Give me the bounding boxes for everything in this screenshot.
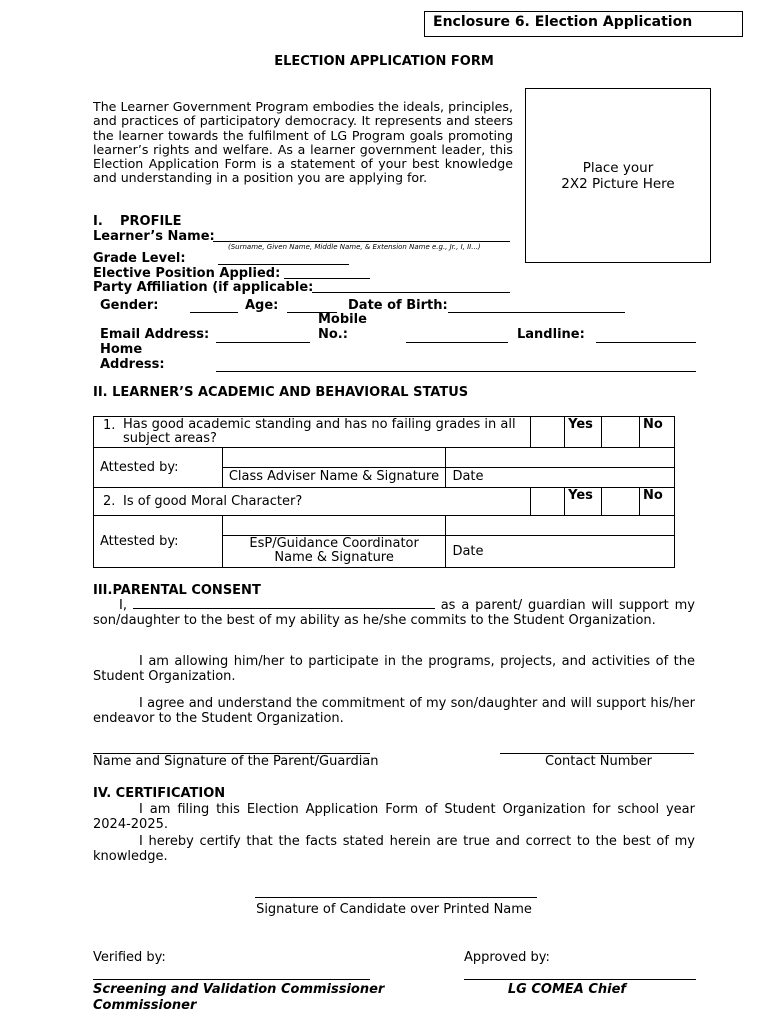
parent-name-field[interactable] (133, 598, 435, 609)
gender-label: Gender: (100, 298, 159, 313)
consent-p1-end: as a parent/ guardian will support my son/daughter to the best of my ability as he/she commits to the Student Organization. (93, 598, 695, 628)
email-field[interactable] (216, 342, 310, 343)
intro-paragraph: The Learner Government Program embodies the ideals, principles, and practices of participatory democracy. It represents and steers the learner towards the fulfilment of LG Program goals promoting learner’s rights and welfare. As a learner government leader, this Election Application Form is a statement of your best knowledge and understanding in a position you are applying for. (93, 99, 513, 186)
party-field[interactable] (312, 292, 510, 293)
age-label: Age: (245, 298, 279, 313)
q2-no-box[interactable] (602, 488, 640, 516)
consent-paragraph-2: I am allowing him/her to participate in the programs, projects, and activities of the Student Organization. (93, 654, 695, 684)
status-heading: II. LEARNER’S ACADEMIC AND BEHAVIORAL STATUS (93, 385, 469, 400)
status-table (93, 416, 675, 568)
parent-signature-label: Name and Signature of the Parent/Guardian (93, 754, 379, 769)
photo-line-2: 2X2 Picture Here (561, 175, 675, 192)
question-2-cell (94, 488, 531, 516)
grade-level-label: Grade Level: (93, 251, 186, 266)
attested-by-2: Attested by: (94, 516, 223, 568)
photo-placeholder[interactable] (525, 88, 711, 263)
adviser-label: Class Adviser Name & Signature (222, 468, 446, 488)
consent-heading: III.PARENTAL CONSENT (93, 583, 261, 598)
question-1-number: 1. (103, 418, 116, 433)
email-label: Email Address: (100, 327, 210, 342)
coordinator-label: EsP/Guidance Coordinator Name & Signature (222, 536, 446, 568)
q2-no-label: No (640, 488, 675, 516)
form-title: ELECTION APPLICATION FORM (274, 54, 494, 69)
profile-heading-number: I. (93, 214, 103, 229)
certification-paragraph-2: I hereby certify that the facts stated herein are true and correct to the best of my knowledge. (93, 834, 695, 864)
q1-yes-box[interactable] (531, 417, 565, 448)
q1-yes-label: Yes (565, 417, 602, 448)
home-label-2: Address: (100, 357, 165, 372)
coordinator-date-label: Date (446, 536, 675, 568)
candidate-signature-label: Signature of Candidate over Printed Name (256, 902, 532, 917)
question-2-number: 2. (103, 494, 116, 509)
approver-signature-field[interactable] (464, 979, 696, 980)
coordinator-date-field[interactable] (446, 516, 675, 536)
grade-level-field[interactable] (218, 264, 349, 265)
learner-name-field[interactable] (213, 241, 510, 242)
contact-number-label: Contact Number (545, 754, 652, 769)
adviser-date-field[interactable] (446, 448, 675, 468)
q2-yes-box[interactable] (531, 488, 565, 516)
position-label: Elective Position Applied: (93, 266, 281, 281)
coordinator-sign-field[interactable] (222, 516, 446, 536)
question-1-text: Has good academic standing and has no failing grades in all subject areas? (123, 417, 516, 446)
mobile-label-1: Mobile (318, 312, 367, 327)
consent-paragraph-1 (93, 598, 695, 628)
profile-heading: PROFILE (120, 214, 182, 229)
adviser-sign-field[interactable] (222, 448, 446, 468)
q2-yes-label: Yes (565, 488, 602, 516)
learner-name-hint: (Surname, Given Name, Middle Name, & Extension Name e.g., Jr., I, II...) (228, 243, 481, 251)
dob-label: Date of Birth: (348, 298, 448, 313)
position-field[interactable] (284, 278, 370, 279)
q1-no-box[interactable] (602, 417, 640, 448)
gender-field[interactable] (190, 312, 238, 313)
mobile-label-2: No.: (318, 327, 348, 342)
verifier-title: Screening and Validation Commissioner (93, 982, 385, 997)
q1-no-label: No (640, 417, 675, 448)
mobile-field[interactable] (406, 342, 508, 343)
photo-line-1: Place your (582, 159, 654, 176)
approved-by-label: Approved by: (464, 950, 550, 965)
learner-name-label: Learner’s Name: (93, 229, 215, 244)
question-2-text: Is of good Moral Character? (123, 494, 303, 509)
enclosure-label: Enclosure 6. Election Application (424, 11, 743, 37)
consent-i: I, (119, 598, 127, 613)
question-1-cell (94, 417, 531, 448)
certification-paragraph-1: I am filing this Election Application Form of Student Organization for school year 2024-2025. (93, 802, 695, 832)
home-address-field[interactable] (216, 371, 696, 372)
landline-label: Landline: (517, 327, 585, 342)
candidate-signature-field[interactable] (255, 897, 537, 898)
adviser-date-label: Date (446, 468, 675, 488)
certification-heading: IV. CERTIFICATION (93, 786, 226, 801)
approver-title: LG COMEA Chief (507, 982, 627, 997)
verifier-title-2: Commissioner (93, 998, 197, 1013)
dob-field[interactable] (448, 312, 625, 313)
attested-by-1: Attested by: (94, 448, 223, 488)
verified-by-label: Verified by: (93, 950, 166, 965)
party-label: Party Affiliation (if applicable: (93, 280, 314, 295)
home-label-1: Home (100, 342, 143, 357)
verifier-signature-field[interactable] (93, 979, 370, 980)
consent-paragraph-3: I agree and understand the commitment of my son/daughter and will support his/her endeavor to the Student Organization. (93, 696, 695, 726)
landline-field[interactable] (596, 342, 696, 343)
